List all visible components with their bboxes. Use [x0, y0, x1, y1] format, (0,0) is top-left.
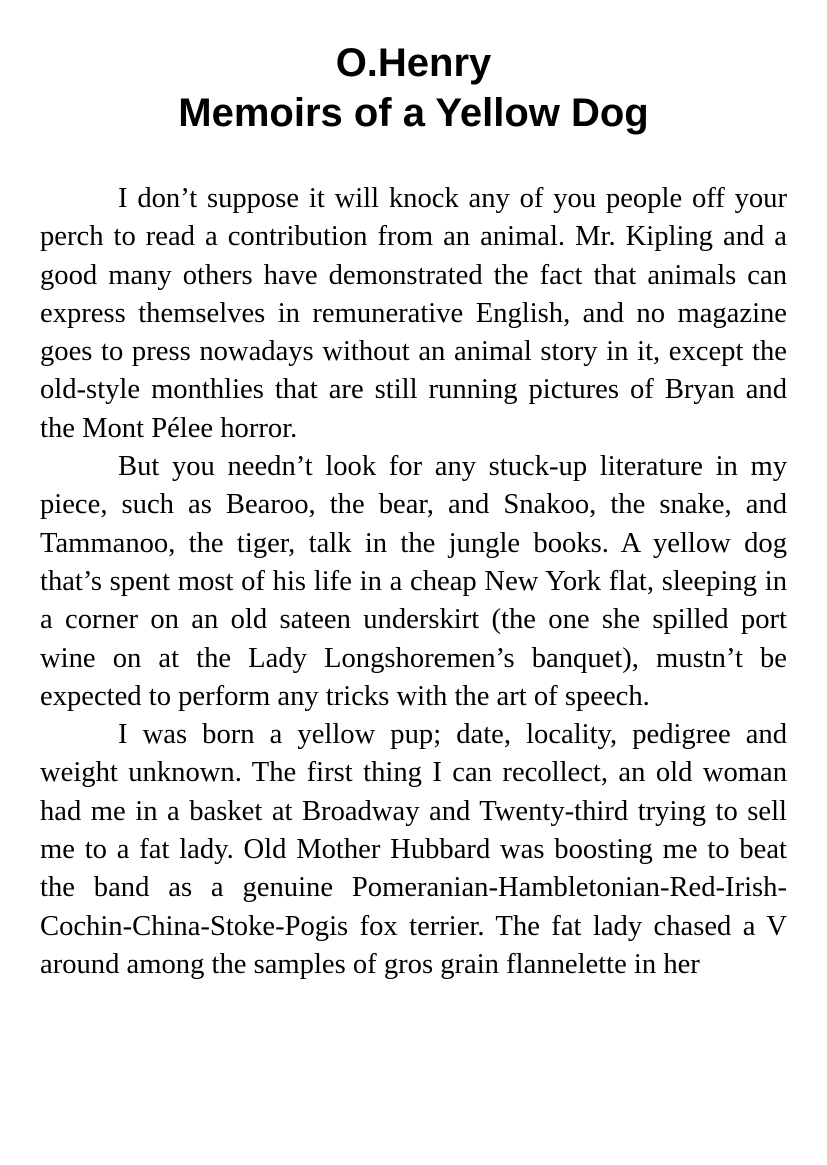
- paragraph-1: I don’t suppose it will knock any of you people off your perch to read a contribution from an animal. Mr. Kipling and a good many others have demonstrated the fact that animals can express themselves in remunerative English, and no magazine goes to press nowadays without an animal story in it, except the old-style monthlies that are still running pictures of Bryan and the Mont Pélee horror.: [40, 183, 787, 444]
- document-title: [40, 38, 787, 138]
- story-body: [40, 180, 787, 984]
- author-name: O.Henry: [335, 41, 492, 85]
- paragraph-2: But you needn’t look for any stuck-up literature in my piece, such as Bearoo, the bear, and Snakoo, the snake, and Tammanoo, the tiger, talk in the jungle books. A yellow dog that’s spent most of his life in a cheap New York flat, sleeping in a corner on an old sateen underskirt (the one she spilled port wine on at the Lady Longshoremen’s banquet), mustn’t be expected to perform any tricks with the art of speech.: [40, 451, 787, 712]
- paragraph-3: I was born a yellow pup; date, locality, pedigree and weight unknown. The first thing I can recollect, an old woman had me in a basket at Broadway and Twenty-third trying to sell me to a fat lady. Old Mother Hubbard was boosting me to beat the band as a genuine Pomeranian-Hambletonian-Red-Irish-Cochin-China-Stoke-Pogis fox terrier. The fat lady chased a V around among the samples of gros grain flannelette in her: [40, 719, 787, 980]
- story-title: Memoirs of a Yellow Dog: [178, 91, 649, 135]
- document-page: [40, 38, 787, 984]
